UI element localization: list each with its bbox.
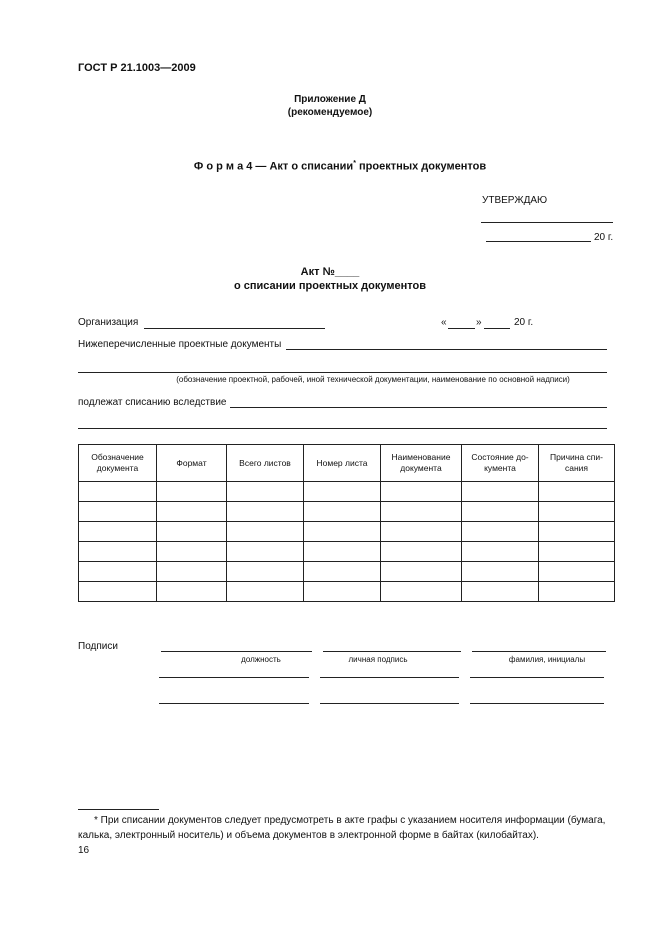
table-cell — [462, 522, 539, 542]
table-row — [79, 562, 615, 582]
approval-date-line — [486, 241, 591, 242]
column-header: Причина спи-сания — [539, 445, 615, 482]
documents-field — [286, 349, 607, 350]
table-cell — [79, 502, 157, 522]
table-cell — [79, 562, 157, 582]
table-cell — [539, 522, 615, 542]
signature-line-name-2 — [470, 677, 604, 678]
signature-line-sign-3 — [320, 703, 459, 704]
reason-label: подлежат списанию вследствие — [78, 397, 227, 408]
table-cell — [227, 522, 304, 542]
approver-line — [481, 222, 613, 223]
table-cell — [539, 582, 615, 602]
table-row — [79, 502, 615, 522]
table-cell — [304, 522, 381, 542]
table-cell — [462, 582, 539, 602]
table-cell — [157, 542, 227, 562]
date-day-field — [448, 328, 475, 329]
table-cell — [304, 502, 381, 522]
table-cell — [381, 502, 462, 522]
table-cell — [227, 502, 304, 522]
table-cell — [539, 542, 615, 562]
organization-label: Организация — [78, 317, 139, 328]
date-close-quote: » — [476, 317, 482, 328]
appendix-label: Приложение Д — [294, 94, 366, 105]
table-cell — [79, 542, 157, 562]
table-cell — [539, 502, 615, 522]
table-cell — [462, 502, 539, 522]
table-row — [79, 542, 615, 562]
form-title — [130, 160, 550, 173]
table-header-row — [79, 445, 615, 482]
table-cell — [539, 482, 615, 502]
table-cell — [462, 542, 539, 562]
table-cell — [157, 522, 227, 542]
signature-line-position-3 — [159, 703, 309, 704]
signature-line-sign-2 — [320, 677, 459, 678]
table-cell — [304, 562, 381, 582]
position-caption: должность — [241, 655, 281, 664]
footnote-line-1: * При списании документов следует предусмотреть в акте графы с указанием носителя информации (бумага, — [94, 815, 606, 826]
table-cell — [227, 542, 304, 562]
form-title-text: Ф о р м а 4 — Акт о списании — [193, 160, 354, 173]
column-header: Всего листов — [227, 445, 304, 482]
date-open-quote: « — [441, 317, 447, 328]
name-caption: фамилия, инициалы — [508, 655, 586, 664]
reason-field — [230, 407, 607, 408]
table-cell — [539, 562, 615, 582]
standard-code: ГОСТ Р 21.1003—2009 — [78, 62, 196, 74]
documents-table — [78, 444, 615, 602]
table-cell — [157, 502, 227, 522]
table-cell — [227, 482, 304, 502]
footnote-mark: * — [353, 160, 356, 167]
column-header: Формат — [157, 445, 227, 482]
approval-year: 20 г. — [594, 232, 614, 243]
act-title: Акт №____ — [300, 266, 360, 278]
table-cell — [157, 562, 227, 582]
signature-line-name-3 — [470, 703, 604, 704]
table-cell — [79, 582, 157, 602]
reason-field-line2 — [78, 428, 607, 429]
signature-line-position-2 — [159, 677, 309, 678]
table-cell — [227, 582, 304, 602]
signature-caption: личная подпись — [348, 655, 408, 664]
table-row — [79, 522, 615, 542]
appendix-note: (рекомендуемое) — [287, 107, 373, 118]
form-title-end: проектных документов — [355, 160, 487, 173]
table-cell — [227, 562, 304, 582]
table-cell — [157, 482, 227, 502]
table-cell — [157, 582, 227, 602]
signatures-label: Подписи — [78, 641, 118, 652]
table-cell — [381, 482, 462, 502]
table-cell — [304, 542, 381, 562]
table-cell — [462, 482, 539, 502]
signature-line-position-1 — [161, 651, 312, 652]
table-row — [79, 482, 615, 502]
table-cell — [462, 562, 539, 582]
table-cell — [304, 482, 381, 502]
column-header: Обозначение документа — [79, 445, 157, 482]
footnote-separator — [78, 809, 159, 810]
organization-field — [144, 328, 325, 329]
date-year: 20 г. — [514, 317, 534, 328]
date-month-field — [484, 328, 510, 329]
footnote-line-2: калька, электронный носитель) и объема документов в электронной форме в байтах (килобайтах). — [78, 830, 539, 841]
table-cell — [381, 562, 462, 582]
documents-field-line2 — [78, 372, 607, 373]
table-cell — [79, 522, 157, 542]
table-row — [79, 582, 615, 602]
table-cell — [79, 482, 157, 502]
approve-label: УТВЕРЖДАЮ — [482, 195, 548, 206]
signature-line-sign-1 — [323, 651, 461, 652]
page-number: 16 — [78, 845, 90, 856]
table-cell — [304, 582, 381, 602]
column-header: Наименование документа — [381, 445, 462, 482]
column-header: Состояние до-кумента — [462, 445, 539, 482]
act-subtitle: о списании проектных документов — [233, 280, 426, 292]
table-cell — [381, 522, 462, 542]
signature-line-name-1 — [472, 651, 606, 652]
column-header: Номер листа — [304, 445, 381, 482]
table-cell — [381, 582, 462, 602]
table-cell — [381, 542, 462, 562]
documents-label: Нижеперечисленные проектные документы — [78, 339, 282, 350]
documents-hint: (обозначение проектной, рабочей, иной технической документации, наименование по основной надписи) — [176, 375, 570, 384]
